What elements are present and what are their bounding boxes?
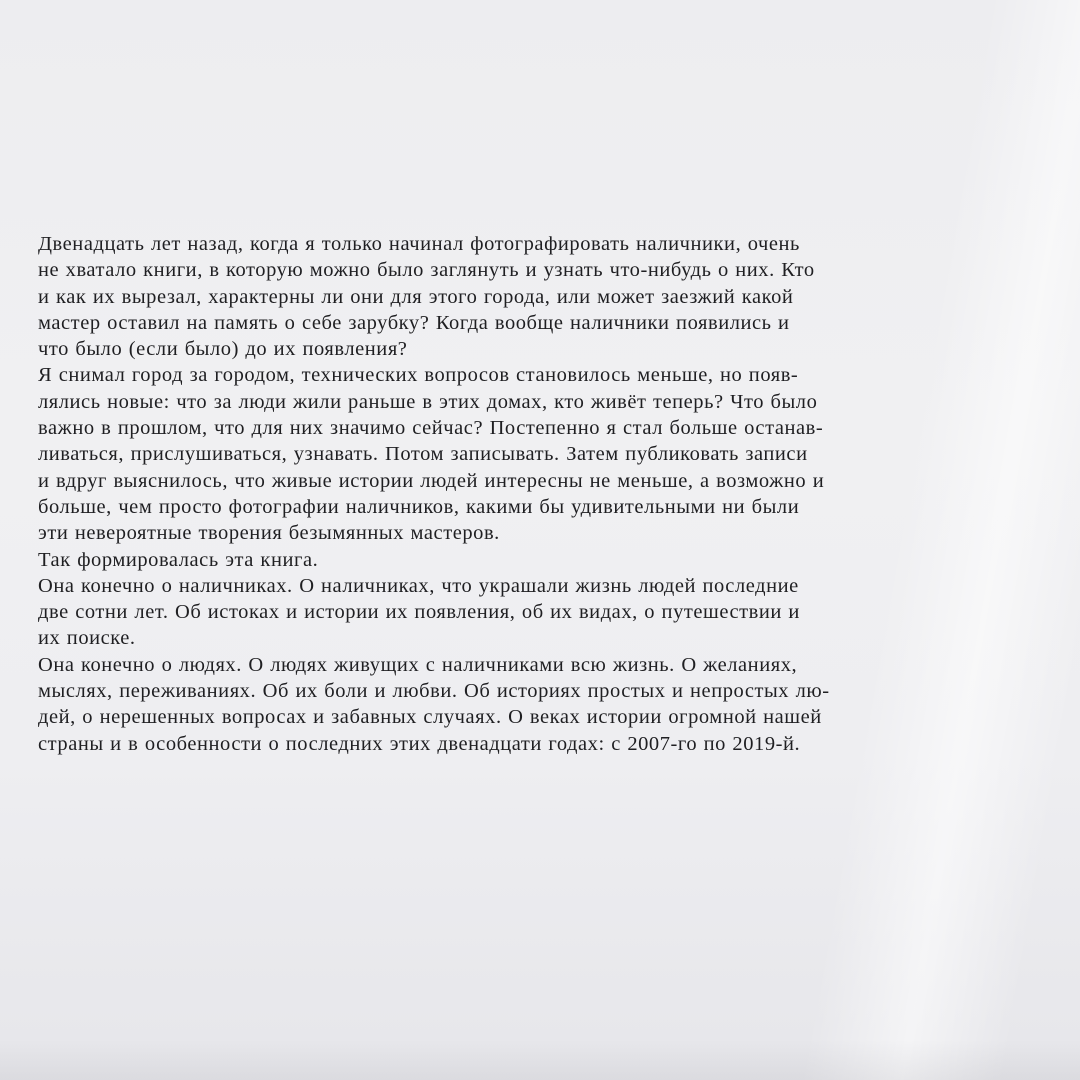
- page-bottom-shadow: [0, 1040, 1080, 1080]
- text-line: их поиске.: [38, 627, 136, 650]
- text-line: не хватало книги, в которую можно было заглянуть и узнать что-нибудь о них. Кто: [38, 259, 815, 282]
- text-line: мастер оставил на память о себе зарубку? Когда вообще наличники появились и: [38, 311, 790, 334]
- text-line: Она конечно о людях. О людях живущих с наличниками всю жизнь. О желаниях,: [38, 653, 798, 676]
- text-line: что было (если было) до их появления?: [38, 338, 408, 361]
- text-line: эти невероятные творения безымянных мастеров.: [38, 522, 500, 545]
- text-line: больше, чем просто фотографии наличников, какими бы удивительными ни были: [38, 495, 800, 518]
- text-line: Я снимал город за городом, технических вопросов становилось меньше, но появ-: [38, 364, 799, 387]
- text-line: страны и в особенности о последних этих двенадцати годах: с 2007-го по 2019-й.: [38, 732, 801, 755]
- text-line: две сотни лет. Об истоках и истории их появления, об их видах, о путешествии и: [38, 601, 800, 624]
- text-line: Она конечно о наличниках. О наличниках, что украшали жизнь людей последние: [38, 574, 799, 597]
- text-line: важно в прошлом, что для них значимо сейчас? Постепенно я стал больше останав-: [38, 417, 824, 440]
- text-line: дей, о нерешенных вопросах и забавных случаях. О веках истории огромной нашей: [38, 706, 822, 729]
- book-text: [38, 231, 1028, 757]
- text-line: мыслях, переживаниях. Об их боли и любви. Об историях простых и непростых лю-: [38, 680, 830, 703]
- text-line: Так формировалась эта книга.: [38, 548, 319, 571]
- text-line: ливаться, прислушиваться, узнавать. Потом записывать. Затем публиковать записи: [38, 443, 808, 466]
- text-line: и как их вырезал, характерны ли они для этого города, или может заезжий какой: [38, 285, 794, 308]
- text-line: и вдруг выяснилось, что живые истории людей интересны не меньше, а возможно и: [38, 469, 825, 492]
- text-line: Двенадцать лет назад, когда я только начинал фотографировать наличники, очень: [38, 233, 800, 255]
- text-line: лялись новые: что за люди жили раньше в этих домах, кто живёт теперь? Что было: [38, 390, 818, 413]
